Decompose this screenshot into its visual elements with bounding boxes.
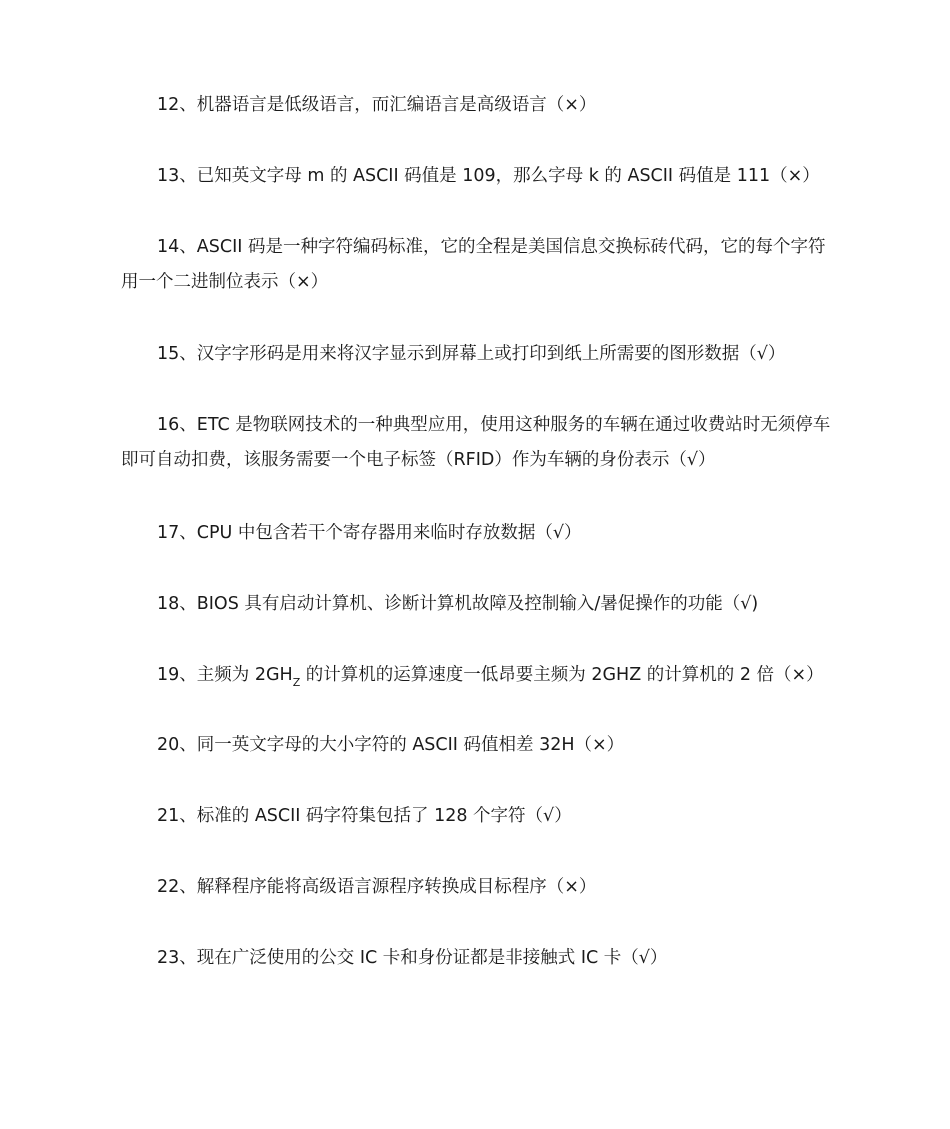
question-13: 13、已知英文字母 m 的 ASCII 码值是 109，那么字母 k 的 ASCII 码值是 111（×） xyxy=(157,166,820,186)
question-19 xyxy=(121,658,833,693)
question-19-before: 19、主频为 2GH xyxy=(157,665,293,685)
question-22: 22、解释程序能将高级语言源程序转换成目标程序（×） xyxy=(157,877,597,897)
question-23: 23、现在广泛使用的公交 IC 卡和身份证都是非接触式 IC 卡（√） xyxy=(157,948,668,968)
question-14: 14、ASCII 码是一种字符编码标准，它的全程是美国信息交换标砖代码，它的每个字符用一个二进制位表示（×） xyxy=(121,237,826,292)
question-20: 20、同一英文字母的大小字符的 ASCII 码值相差 32H（×） xyxy=(157,735,625,755)
question-15: 15、汉字字形码是用来将汉字显示到屏幕上或打印到纸上所需要的图形数据（√） xyxy=(157,344,786,364)
question-16: 16、ETC 是物联网技术的一种典型应用，使用这种服务的车辆在通过收费站时无须停车即可自动扣费，该服务需要一个电子标签（RFID）作为车辆的身份表示（√） xyxy=(121,415,831,470)
question-19-after: 的计算机的运算速度一低昂要主频为 2GHZ 的计算机的 2 倍（×） xyxy=(300,665,824,685)
question-18: 18、BIOS 具有启动计算机、诊断计算机故障及控制输入/暑促操作的功能（√) xyxy=(157,594,759,614)
question-12: 12、机器语言是低级语言，而汇编语言是高级语言（×） xyxy=(157,95,597,115)
question-19-subscript: Z xyxy=(292,676,301,689)
question-21: 21、标准的 ASCII 码字符集包括了 128 个字符（√） xyxy=(157,806,572,826)
question-17: 17、CPU 中包含若干个寄存器用来临时存放数据（√） xyxy=(157,523,582,543)
